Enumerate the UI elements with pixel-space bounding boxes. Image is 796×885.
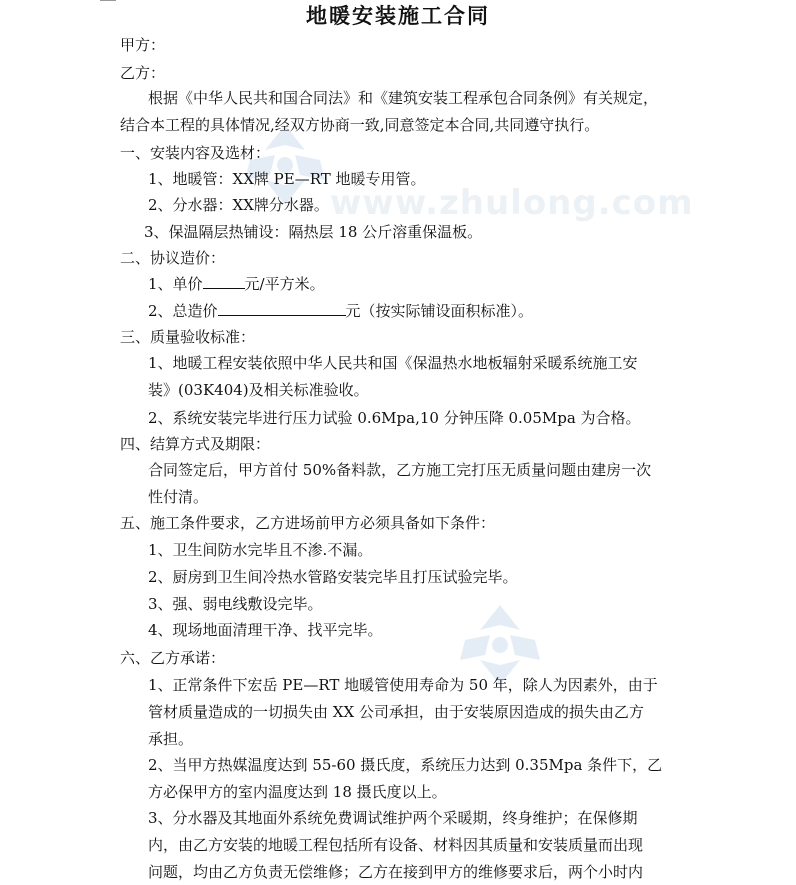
- total-price-line: [148, 298, 533, 324]
- list-item: 2、分水器：XX牌分水器。: [148, 196, 329, 214]
- section-heading: 四、结算方式及期限：: [120, 435, 271, 453]
- unit-price-line: [148, 271, 325, 297]
- paragraph-line: 装》(03K404)及相关标准验收。: [148, 381, 369, 399]
- section-heading: 二、协议造价：: [120, 249, 226, 267]
- unit-price-unit: 元/平方米。: [244, 275, 325, 293]
- section-heading: 一、安装内容及选材：: [120, 144, 271, 162]
- total-price-label: 2、总造价: [148, 302, 218, 320]
- intro-line: 结合本工程的具体情况,经双方协商一致,同意签定本合同,共同遵守执行。: [120, 116, 600, 134]
- total-price-blank: [218, 300, 346, 316]
- paragraph-line: 2、系统安装完毕进行压力试验 0.6Mpa,10 分钟压降 0.05Mpa 为合格。: [148, 409, 641, 427]
- paragraph-line: 承担。: [148, 730, 194, 748]
- paragraph-line: 1、正常条件下宏岳 PE—RT 地暖管使用寿命为 50 年，除人为因素外，由于: [148, 676, 658, 694]
- paragraph-line: 管材质量造成的一切损失由 XX 公司承担，由于安装原因造成的损失由乙方: [148, 703, 644, 721]
- party-a-label: 甲方：: [120, 36, 166, 54]
- paragraph-line: 问题，均由乙方负责无偿维修；乙方在接到甲方的维修要求后，两个小时内: [148, 863, 644, 881]
- paragraph-line: 性付清。: [148, 488, 209, 506]
- list-item: 3、保温隔层热铺设：隔热层 18 公斤溶重保温板。: [144, 223, 483, 241]
- paragraph-line: 2、当甲方热媒温度达到 55-60 摄氏度，系统压力达到 0.35Mpa 条件下，乙: [148, 756, 663, 774]
- list-item: 2、厨房到卫生间冷热水管路安装完毕且打压试验完毕。: [148, 568, 518, 586]
- paragraph-line: 方必保甲方的室内温度达到 18 摄氏度以上。: [148, 783, 447, 801]
- intro-line: 根据《中华人民共和国合同法》和《建筑安装工程承包合同条例》有关规定，: [148, 89, 659, 107]
- section-heading: 六、乙方承诺：: [120, 649, 226, 667]
- party-b-label: 乙方：: [120, 64, 166, 82]
- list-item: 1、地暖管：XX牌 PE—RT 地暖专用管。: [148, 170, 426, 188]
- paragraph-line: 内，由乙方安装的地暖工程包括所有设备、材料因其质量和安装质量而出现: [148, 836, 644, 854]
- list-item: 1、卫生间防水完毕且不渗.不漏。: [148, 541, 373, 559]
- unit-price-label: 1、单价: [148, 275, 203, 293]
- total-price-note: 元（按实际铺设面积标准）。: [345, 302, 534, 320]
- document-title: 地暖安装施工合同: [306, 3, 490, 28]
- paragraph-line: 1、地暖工程安装依照中华人民共和国《保温热水地板辐射采暖系统施工安: [148, 354, 638, 372]
- section-heading: 五、施工条件要求，乙方进场前甲方必须具备如下条件：: [120, 514, 496, 532]
- unit-price-blank: [203, 273, 245, 289]
- list-item: 3、强、弱电线敷设完毕。: [148, 595, 323, 613]
- section-heading: 三、质量验收标准：: [120, 328, 256, 346]
- list-item: 4、现场地面清理干净、找平完毕。: [148, 621, 383, 639]
- paragraph-line: 3、分水器及其地面外系统免费调试维护两个采暖期，终身维护；在保修期: [148, 809, 638, 827]
- paragraph-line: 合同签定后，甲方首付 50%备料款，乙方施工完打压无质量问题由建房一次: [148, 461, 652, 479]
- watermark-text: www.zhulong.com: [330, 183, 694, 223]
